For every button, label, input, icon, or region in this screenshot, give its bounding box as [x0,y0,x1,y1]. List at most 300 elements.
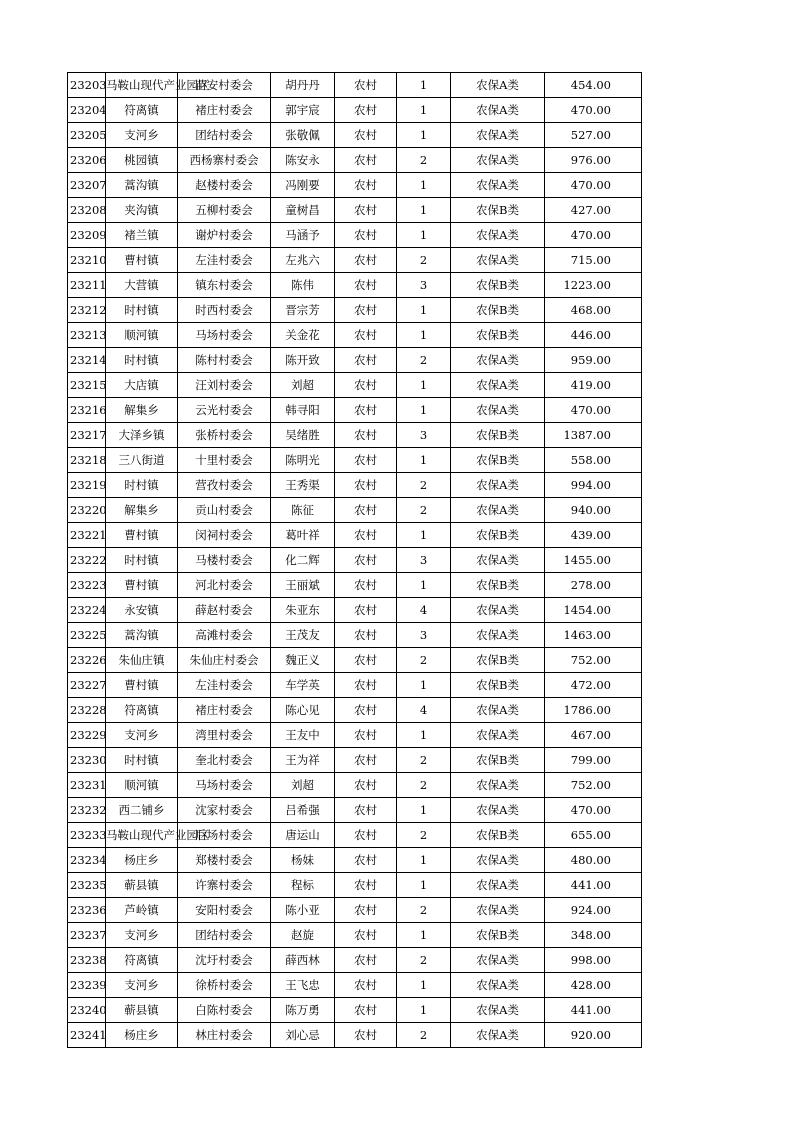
amount-cell: 470.00 [545,398,642,423]
record-id-cell: 23220 [68,498,106,523]
amount-cell: 998.00 [545,948,642,973]
household-count-cell: 3 [397,623,451,648]
area-type-cell: 农村 [335,923,397,948]
area-type-cell: 农村 [335,498,397,523]
person-name-cell: 马涵予 [271,223,335,248]
household-count-cell: 2 [397,898,451,923]
household-count-cell: 1 [397,973,451,998]
amount-cell: 419.00 [545,373,642,398]
area-type-cell: 农村 [335,948,397,973]
amount-cell: 454.00 [545,73,642,98]
village-committee-cell: 营孜村委会 [178,473,271,498]
village-committee-cell: 苗安村委会 [178,73,271,98]
insurance-category-cell: 农保A类 [451,73,545,98]
area-type-cell: 农村 [335,998,397,1023]
household-count-cell: 2 [397,1023,451,1048]
village-committee-cell: 许寨村委会 [178,873,271,898]
table-row [68,448,642,473]
village-committee-cell: 五柳村委会 [178,198,271,223]
household-count-cell: 2 [397,473,451,498]
table-row [68,748,642,773]
village-committee-cell: 西杨寨村委会 [178,148,271,173]
record-id-cell: 23227 [68,673,106,698]
amount-cell: 480.00 [545,848,642,873]
insurance-category-cell: 农保B类 [451,198,545,223]
township-cell: 符离镇 [106,698,178,723]
area-type-cell: 农村 [335,873,397,898]
record-id-cell: 23240 [68,998,106,1023]
amount-cell: 924.00 [545,898,642,923]
person-name-cell: 王茂友 [271,623,335,648]
amount-cell: 994.00 [545,473,642,498]
village-committee-cell: 白陈村委会 [178,998,271,1023]
table-row [68,73,642,98]
area-type-cell: 农村 [335,98,397,123]
township-cell: 三八街道 [106,448,178,473]
area-type-cell: 农村 [335,723,397,748]
record-id-cell: 23226 [68,648,106,673]
insurance-category-cell: 农保B类 [451,573,545,598]
record-id-cell: 23221 [68,523,106,548]
table-row [68,198,642,223]
insurance-category-cell: 农保A类 [451,973,545,998]
person-name-cell: 杨妹 [271,848,335,873]
table-row [68,948,642,973]
township-cell: 马鞍山现代产业园区 [106,823,178,848]
record-id-cell: 23241 [68,1023,106,1048]
person-name-cell: 王友中 [271,723,335,748]
household-count-cell: 1 [397,123,451,148]
village-committee-cell: 云光村委会 [178,398,271,423]
record-id-cell: 23232 [68,798,106,823]
household-count-cell: 1 [397,73,451,98]
record-id-cell: 23231 [68,773,106,798]
table-row [68,223,642,248]
insurance-category-cell: 农保A类 [451,498,545,523]
village-committee-cell: 团结村委会 [178,923,271,948]
insurance-category-cell: 农保B类 [451,923,545,948]
table-row [68,698,642,723]
person-name-cell: 陈小亚 [271,898,335,923]
household-count-cell: 2 [397,498,451,523]
record-id-cell: 23234 [68,848,106,873]
village-committee-cell: 陈村村委会 [178,348,271,373]
household-count-cell: 1 [397,798,451,823]
insurance-category-cell: 农保A类 [451,548,545,573]
amount-cell: 470.00 [545,98,642,123]
table-row [68,173,642,198]
area-type-cell: 农村 [335,1023,397,1048]
insurance-category-cell: 农保A类 [451,173,545,198]
household-count-cell: 1 [397,398,451,423]
household-count-cell: 1 [397,573,451,598]
area-type-cell: 农村 [335,323,397,348]
household-count-cell: 2 [397,348,451,373]
record-id-cell: 23229 [68,723,106,748]
amount-cell: 799.00 [545,748,642,773]
area-type-cell: 农村 [335,698,397,723]
table-row [68,298,642,323]
amount-cell: 470.00 [545,798,642,823]
household-count-cell: 1 [397,923,451,948]
household-count-cell: 1 [397,98,451,123]
village-committee-cell: 湾里村委会 [178,723,271,748]
township-cell: 大营镇 [106,273,178,298]
area-type-cell: 农村 [335,448,397,473]
village-committee-cell: 镇东村委会 [178,273,271,298]
table-row [68,873,642,898]
record-id-cell: 23239 [68,973,106,998]
household-count-cell: 3 [397,273,451,298]
village-committee-cell: 薛赵村委会 [178,598,271,623]
record-id-cell: 23223 [68,573,106,598]
table-row [68,798,642,823]
person-name-cell: 陈安永 [271,148,335,173]
record-id-cell: 23216 [68,398,106,423]
record-id-cell: 23236 [68,898,106,923]
person-name-cell: 唐运山 [271,823,335,848]
person-name-cell: 程标 [271,873,335,898]
record-id-cell: 23206 [68,148,106,173]
area-type-cell: 农村 [335,773,397,798]
record-id-cell: 23212 [68,298,106,323]
area-type-cell: 农村 [335,373,397,398]
insurance-category-cell: 农保A类 [451,798,545,823]
village-committee-cell: 十里村委会 [178,448,271,473]
insurance-category-cell: 农保A类 [451,373,545,398]
village-committee-cell: 汪刘村委会 [178,373,271,398]
township-cell: 褚兰镇 [106,223,178,248]
area-type-cell: 农村 [335,848,397,873]
township-cell: 夹沟镇 [106,198,178,223]
insurance-category-cell: 农保A类 [451,773,545,798]
amount-cell: 427.00 [545,198,642,223]
township-cell: 曹村镇 [106,673,178,698]
area-type-cell: 农村 [335,123,397,148]
table-row [68,273,642,298]
amount-cell: 441.00 [545,998,642,1023]
record-id-cell: 23210 [68,248,106,273]
amount-cell: 467.00 [545,723,642,748]
household-count-cell: 3 [397,548,451,573]
village-committee-cell: 团结村委会 [178,123,271,148]
table-row [68,1023,642,1048]
village-committee-cell: 左洼村委会 [178,673,271,698]
table-row [68,648,642,673]
area-type-cell: 农村 [335,973,397,998]
amount-cell: 655.00 [545,823,642,848]
township-cell: 符离镇 [106,98,178,123]
township-cell: 时村镇 [106,473,178,498]
township-cell: 曹村镇 [106,248,178,273]
township-cell: 朱仙庄镇 [106,648,178,673]
amount-cell: 959.00 [545,348,642,373]
household-count-cell: 1 [397,673,451,698]
record-id-cell: 23225 [68,623,106,648]
township-cell: 杨庄乡 [106,1023,178,1048]
table-row [68,773,642,798]
household-count-cell: 1 [397,448,451,473]
insurance-category-cell: 农保A类 [451,723,545,748]
table-row [68,398,642,423]
village-committee-cell: 马场村委会 [178,773,271,798]
table-row [68,473,642,498]
village-committee-cell: 河北村委会 [178,573,271,598]
record-id-cell: 23204 [68,98,106,123]
village-committee-cell: 郑楼村委会 [178,848,271,873]
household-count-cell: 2 [397,823,451,848]
person-name-cell: 陈伟 [271,273,335,298]
township-cell: 支河乡 [106,723,178,748]
household-count-cell: 1 [397,198,451,223]
area-type-cell: 农村 [335,798,397,823]
household-count-cell: 1 [397,848,451,873]
record-id-cell: 23205 [68,123,106,148]
record-id-cell: 23238 [68,948,106,973]
township-cell: 曹村镇 [106,573,178,598]
record-id-cell: 23214 [68,348,106,373]
insurance-category-cell: 农保B类 [451,523,545,548]
table-row [68,248,642,273]
household-count-cell: 1 [397,298,451,323]
record-id-cell: 23222 [68,548,106,573]
table-row [68,848,642,873]
person-name-cell: 薛西林 [271,948,335,973]
household-count-cell: 1 [397,323,451,348]
insurance-category-cell: 农保B类 [451,673,545,698]
insurance-category-cell: 农保B类 [451,823,545,848]
insurance-category-cell: 农保B类 [451,423,545,448]
table-row [68,623,642,648]
person-name-cell: 刘超 [271,773,335,798]
person-name-cell: 陈开致 [271,348,335,373]
area-type-cell: 农村 [335,748,397,773]
table-row [68,973,642,998]
person-name-cell: 王为祥 [271,748,335,773]
village-committee-cell: 安阳村委会 [178,898,271,923]
insurance-category-cell: 农保B类 [451,273,545,298]
area-type-cell: 农村 [335,423,397,448]
insurance-category-cell: 农保A类 [451,898,545,923]
table-row [68,123,642,148]
township-cell: 永安镇 [106,598,178,623]
area-type-cell: 农村 [335,548,397,573]
insurance-category-cell: 农保A类 [451,1023,545,1048]
village-committee-cell: 沈圩村委会 [178,948,271,973]
township-cell: 解集乡 [106,498,178,523]
village-committee-cell: 朱仙庄村委会 [178,648,271,673]
village-committee-cell: 高滩村委会 [178,623,271,648]
person-name-cell: 胡丹丹 [271,73,335,98]
area-type-cell: 农村 [335,173,397,198]
record-id-cell: 23213 [68,323,106,348]
insurance-category-cell: 农保A类 [451,998,545,1023]
household-count-cell: 2 [397,648,451,673]
record-id-cell: 23211 [68,273,106,298]
township-cell: 杨庄乡 [106,848,178,873]
village-committee-cell: 马楼村委会 [178,548,271,573]
area-type-cell: 农村 [335,398,397,423]
person-name-cell: 王秀渠 [271,473,335,498]
township-cell: 时村镇 [106,548,178,573]
record-id-cell: 23233 [68,823,106,848]
area-type-cell: 农村 [335,223,397,248]
area-type-cell: 农村 [335,823,397,848]
table-row [68,373,642,398]
person-name-cell: 朱亚东 [271,598,335,623]
township-cell: 解集乡 [106,398,178,423]
insurance-category-cell: 农保A类 [451,698,545,723]
area-type-cell: 农村 [335,573,397,598]
record-id-cell: 23209 [68,223,106,248]
table-row [68,148,642,173]
village-committee-cell: 褚庄村委会 [178,98,271,123]
township-cell: 顺河镇 [106,323,178,348]
amount-cell: 920.00 [545,1023,642,1048]
village-committee-cell: 后场村委会 [178,823,271,848]
amount-cell: 1223.00 [545,273,642,298]
amount-cell: 976.00 [545,148,642,173]
person-name-cell: 陈万勇 [271,998,335,1023]
record-id-cell: 23235 [68,873,106,898]
person-name-cell: 吴绪胜 [271,423,335,448]
insurance-category-cell: 农保A类 [451,248,545,273]
household-count-cell: 1 [397,873,451,898]
area-type-cell: 农村 [335,648,397,673]
area-type-cell: 农村 [335,623,397,648]
amount-cell: 468.00 [545,298,642,323]
table-row [68,498,642,523]
household-count-cell: 1 [397,723,451,748]
township-cell: 大店镇 [106,373,178,398]
village-committee-cell: 闵祠村委会 [178,523,271,548]
insurance-category-cell: 农保B类 [451,648,545,673]
area-type-cell: 农村 [335,148,397,173]
village-committee-cell: 谢炉村委会 [178,223,271,248]
township-cell: 支河乡 [106,923,178,948]
amount-cell: 1786.00 [545,698,642,723]
village-committee-cell: 林庄村委会 [178,1023,271,1048]
area-type-cell: 农村 [335,348,397,373]
person-name-cell: 陈明光 [271,448,335,473]
record-id-cell: 23217 [68,423,106,448]
township-cell: 蒿沟镇 [106,623,178,648]
village-committee-cell: 左洼村委会 [178,248,271,273]
person-name-cell: 左兆六 [271,248,335,273]
person-name-cell: 赵旋 [271,923,335,948]
person-name-cell: 陈心见 [271,698,335,723]
township-cell: 蕲县镇 [106,998,178,1023]
table-row [68,98,642,123]
area-type-cell: 农村 [335,273,397,298]
amount-cell: 527.00 [545,123,642,148]
insurance-category-cell: 农保B类 [451,748,545,773]
village-committee-cell: 贡山村委会 [178,498,271,523]
household-count-cell: 1 [397,998,451,1023]
township-cell: 符离镇 [106,948,178,973]
person-name-cell: 童树昌 [271,198,335,223]
township-cell: 时村镇 [106,348,178,373]
village-committee-cell: 赵楼村委会 [178,173,271,198]
table-row [68,573,642,598]
amount-cell: 1454.00 [545,598,642,623]
amount-cell: 752.00 [545,773,642,798]
record-id-cell: 23208 [68,198,106,223]
amount-cell: 470.00 [545,223,642,248]
insurance-category-cell: 农保A类 [451,123,545,148]
person-name-cell: 韩寻阳 [271,398,335,423]
table-row [68,423,642,448]
insurance-category-cell: 农保A类 [451,98,545,123]
village-committee-cell: 时西村委会 [178,298,271,323]
insurance-category-cell: 农保A类 [451,598,545,623]
record-id-cell: 23230 [68,748,106,773]
record-id-cell: 23219 [68,473,106,498]
insurance-category-cell: 农保B类 [451,298,545,323]
township-cell: 蒿沟镇 [106,173,178,198]
area-type-cell: 农村 [335,298,397,323]
insurance-category-cell: 农保A类 [451,623,545,648]
amount-cell: 1455.00 [545,548,642,573]
amount-cell: 715.00 [545,248,642,273]
insurance-category-cell: 农保A类 [451,473,545,498]
table-row [68,348,642,373]
township-cell: 芦岭镇 [106,898,178,923]
area-type-cell: 农村 [335,248,397,273]
amount-cell: 558.00 [545,448,642,473]
household-count-cell: 1 [397,173,451,198]
amount-cell: 752.00 [545,648,642,673]
household-count-cell: 2 [397,148,451,173]
table-row [68,673,642,698]
person-name-cell: 张敬佩 [271,123,335,148]
person-name-cell: 陈征 [271,498,335,523]
person-name-cell: 晋宗芳 [271,298,335,323]
table-body [68,73,642,1048]
insurance-category-cell: 农保A类 [451,223,545,248]
insurance-category-cell: 农保A类 [451,348,545,373]
village-committee-cell: 马场村委会 [178,323,271,348]
table-row [68,998,642,1023]
household-count-cell: 4 [397,598,451,623]
record-id-cell: 23215 [68,373,106,398]
amount-cell: 446.00 [545,323,642,348]
household-count-cell: 2 [397,948,451,973]
area-type-cell: 农村 [335,673,397,698]
township-cell: 时村镇 [106,298,178,323]
amount-cell: 1387.00 [545,423,642,448]
area-type-cell: 农村 [335,198,397,223]
household-count-cell: 2 [397,748,451,773]
record-id-cell: 23218 [68,448,106,473]
person-name-cell: 刘超 [271,373,335,398]
village-committee-cell: 沈家村委会 [178,798,271,823]
township-cell: 顺河镇 [106,773,178,798]
record-id-cell: 23203 [68,73,106,98]
household-count-cell: 1 [397,523,451,548]
township-cell: 大泽乡镇 [106,423,178,448]
person-name-cell: 关金花 [271,323,335,348]
person-name-cell: 王丽斌 [271,573,335,598]
area-type-cell: 农村 [335,73,397,98]
person-name-cell: 王飞忠 [271,973,335,998]
insurance-category-cell: 农保A类 [451,873,545,898]
record-id-cell: 23207 [68,173,106,198]
township-cell: 支河乡 [106,123,178,148]
area-type-cell: 农村 [335,598,397,623]
area-type-cell: 农村 [335,898,397,923]
person-name-cell: 吕希强 [271,798,335,823]
